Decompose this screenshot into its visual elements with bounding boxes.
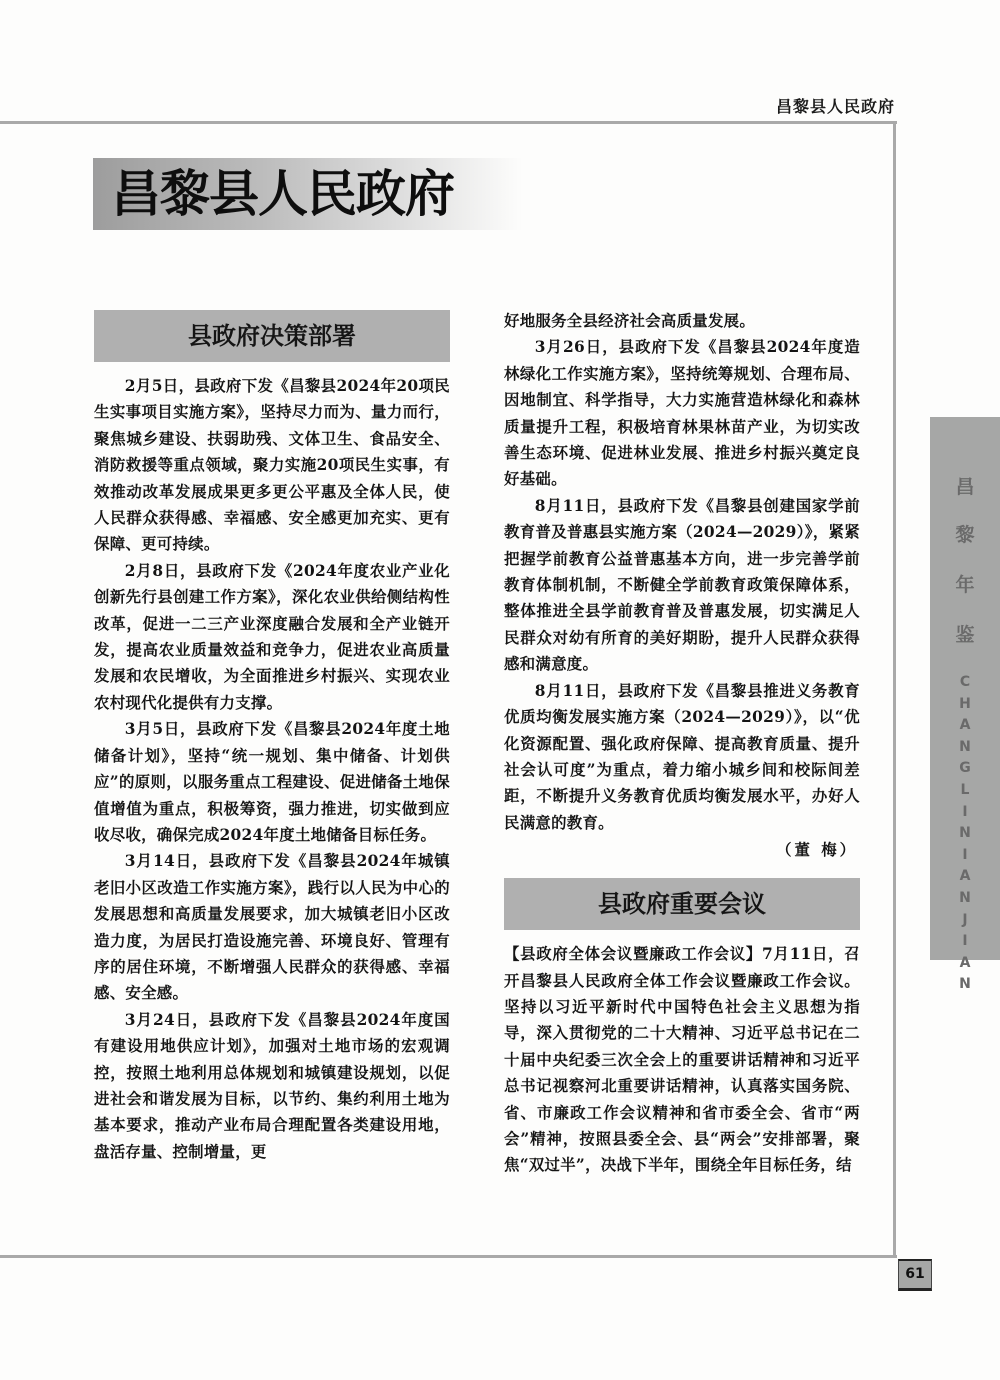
meeting-text: 7月11日，召开昌黎县人民政府全体工作会议暨廉政工作会议。坚持以习近平新时代中国特色社会主义思想为指导，深入贯彻党的二十大精神、习近平总书记在二十届中央纪委三次全会上的重要讲话精神和习近平总书记视察河北重要讲话精神，认真落实国务院、省、市廉政工作会议精神和省市委全会、省市“两会”精神，按照县委全会、县“两会”安排部署，聚焦“双过半”，决战下半年，围绕全年目标任务，结 [504, 945, 860, 1175]
paragraph: 8月11日，县政府下发《昌黎县创建国家学前教育普及普惠县实施方案（2024—2029）》，紧紧把握学前教育公益普惠基本方向，进一步完善学前教育体制机制，不断健全学前教育政策保障体系，整体推进全县学前教育普及普惠发展，切实满足人民群众对幼有所育的美好期盼，提升人民群众获得感和满意度。 [504, 496, 860, 674]
side-tab-latin [930, 672, 1000, 996]
side-tab-letter: A [959, 717, 971, 734]
paragraph: 2月8日，县政府下发《2024年度农业产业化创新先行县创建工作方案》，深化农业供给侧结构性改革，促进一二三产业深度融合发展和全产业链开发，提高农业质量效益和竞争力，促进农业高质量发展和农民增收，为全面推进乡村振兴、实现农业农村现代化提供有力支撑。 [94, 561, 450, 712]
page-number: 61 [898, 1259, 932, 1291]
side-tab-letter: I [962, 803, 968, 820]
side-tab-letter: N [959, 976, 971, 993]
side-tab-letter: H [959, 695, 971, 712]
side-thumb-tab [930, 417, 1000, 993]
side-tab-letter: N [959, 889, 971, 906]
paragraph: 3月5日，县政府下发《昌黎县2024年度土地储备计划》，坚持“统一规划、集中储备、计划供应”的原则，以服务重点工程建设、促进储备土地保值增值为重点，积极筹资，强力推进，切实做到应收尽收，确保完成2024年度土地储备目标任务。 [94, 720, 450, 844]
side-tab-letter: A [959, 868, 971, 885]
side-tab-letter: J [962, 911, 968, 928]
running-head: 昌黎县人民政府 [775, 97, 895, 116]
meeting-label: 【县政府全体会议暨廉政工作会议】 [504, 945, 763, 964]
side-tab-letter: A [959, 954, 971, 971]
right-column [504, 308, 860, 1179]
side-tab-letter: N [959, 738, 971, 755]
side-tab-char: 鉴 [955, 624, 975, 646]
chapter-title: 昌黎县人民政府 [111, 165, 454, 223]
frame-right-border [893, 121, 896, 1258]
side-tab-letter: I [962, 933, 968, 950]
meeting-entry [504, 941, 860, 1179]
frame-bottom-border [0, 1255, 897, 1258]
paragraph: 8月11日，县政府下发《昌黎县推进义务教育优质均衡发展实施方案（2024—2029）》，以“优化资源配置、强化政府保障、提高教育质量、提升社会认可度”为重点，着力缩小城乡间和校际间差距，不断提升义务教育优质均衡发展水平，办好人民满意的教育。 [504, 681, 860, 832]
side-tab-char: 昌 [955, 476, 975, 498]
paragraph-continued: 好地服务全县经济社会高质量发展。 [504, 312, 756, 330]
side-tab-char: 年 [955, 574, 975, 596]
left-column [94, 310, 450, 1165]
paragraph: 3月14日，县政府下发《昌黎县2024年城镇老旧小区改造工作实施方案》，践行以人民为中心的发展思想和高质量发展要求，加大城镇老旧小区改造力度，为居民打造设施完善、环境良好、管理有序的居住环境，不断增强人民群众的获得感、幸福感、安全感。 [94, 852, 450, 1003]
side-tab-letter: C [959, 674, 971, 690]
section-heading-decisions: 县政府决策部署 [94, 310, 450, 362]
paragraph: 3月26日，县政府下发《昌黎县2024年度造林绿化工作实施方案》，坚持统筹规划、合理布局、因地制宜、科学指导，大力实施营造林绿化和森林质量提升工程，积极培育林果林苗产业，为切实改善生态环境、促进林业发展、推进乡村振兴奠定良好基础。 [504, 338, 860, 489]
side-tab-letter: I [962, 846, 968, 863]
paragraph: 2月5日，县政府下发《昌黎县2024年20项民生实事项目实施方案》，坚持尽力而为、量力而行，聚焦城乡建设、扶弱助残、文体卫生、食品安全、消防救援等重点领域，聚力实施20项民生实事，有效推动改革发展成果更多更公平惠及全体人民，使人民群众获得感、幸福感、安全感更加充实、更有保障、更可持续。 [94, 377, 450, 554]
side-tab-letter: N [959, 825, 971, 842]
side-tab-char: 黎 [955, 524, 975, 546]
section-heading-meetings: 县政府重要会议 [504, 878, 860, 930]
paragraph: 3月24日，县政府下发《昌黎县2024年度国有建设用地供应计划》，加强对土地市场的宏观调控，按照土地利用总体规划和城镇建设规划，以促进社会和谐发展为目标，以节约、集约利用土地为基本要求，推动产业布局合理配置各类建设用地，盘活存量、控制增量，更 [94, 1010, 450, 1161]
frame-top-border [0, 121, 897, 124]
side-tab-letter: L [960, 781, 970, 798]
side-tab-letter: G [959, 760, 971, 777]
chapter-banner [93, 158, 523, 230]
author-credit: （董 梅） [776, 841, 858, 860]
